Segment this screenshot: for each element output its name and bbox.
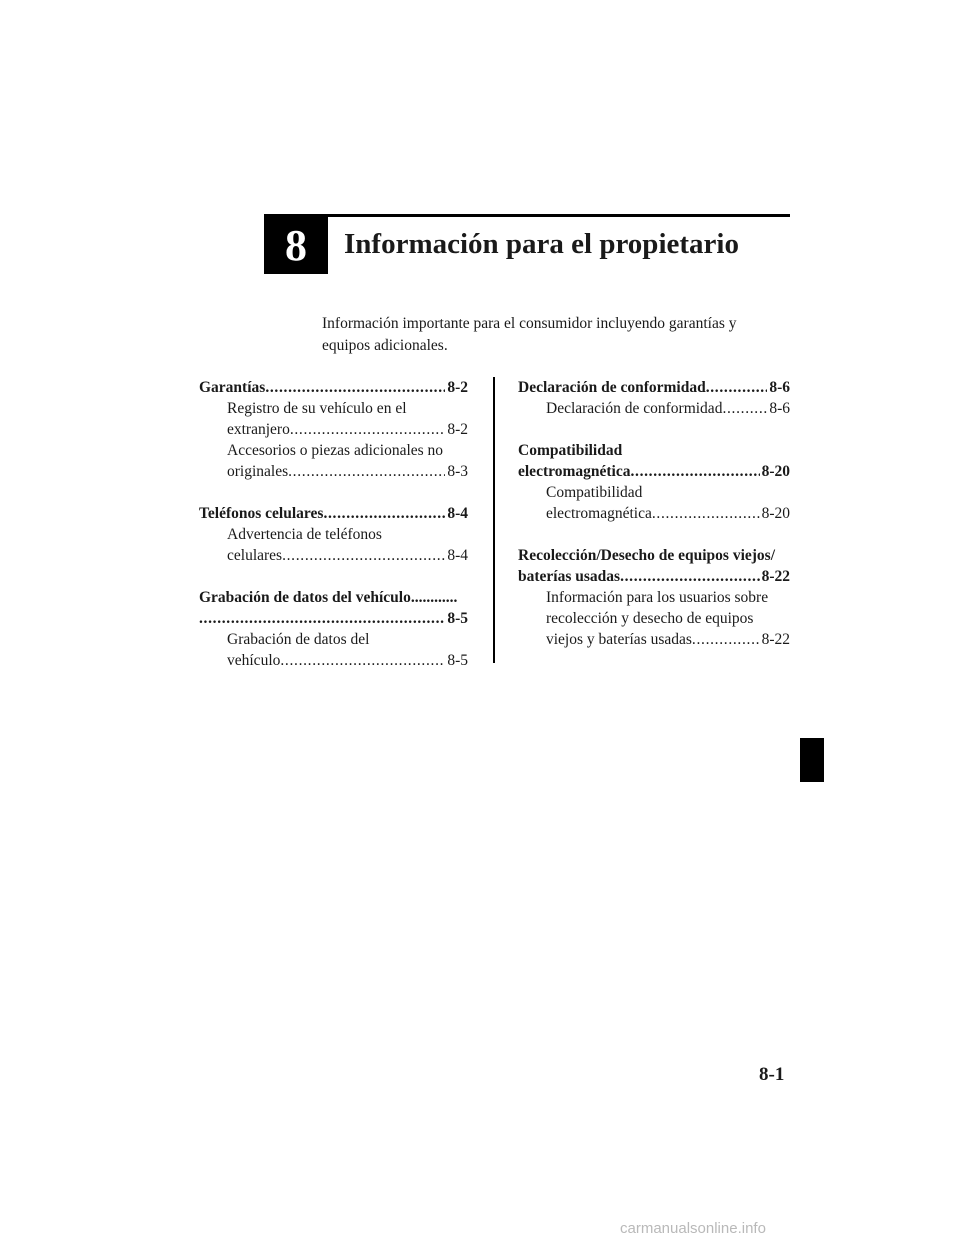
toc-subentry-last-line (546, 503, 790, 524)
toc-heading[interactable] (518, 461, 790, 482)
toc-heading-title: Teléfonos celulares (199, 505, 324, 522)
toc-section-recoleccion[interactable] (518, 545, 790, 650)
toc-section-compatibilidad[interactable] (518, 440, 790, 524)
toc-subentry[interactable] (199, 629, 468, 671)
toc-page-ref: 8-20 (761, 463, 790, 480)
toc-subentry-line: Grabación de datos del (227, 631, 370, 648)
toc-page-ref: 8-22 (761, 568, 790, 585)
toc-heading-title: Garantías (199, 379, 266, 396)
toc-page-ref: 8-4 (447, 505, 468, 522)
leader-dots (630, 461, 759, 482)
toc-section-telefonos[interactable] (199, 503, 468, 566)
toc-subentry-last-line (227, 461, 468, 482)
leader-dots (652, 503, 760, 524)
column-divider (493, 377, 495, 663)
toc-subentry-last-line (227, 419, 468, 440)
toc-page-ref: 8-2 (447, 379, 468, 396)
toc-subentry[interactable] (518, 398, 790, 419)
toc-page-ref: 8-6 (769, 379, 790, 396)
toc-section-garantias[interactable] (199, 377, 468, 482)
toc-page-ref: 8-5 (447, 652, 468, 669)
toc-subentry-line: Compatibilidad (546, 484, 643, 501)
toc-subentry[interactable] (518, 482, 790, 524)
toc-page-ref: 8-2 (447, 421, 468, 438)
leader-dots (282, 545, 445, 566)
toc-heading[interactable] (199, 503, 468, 524)
toc-heading-title: baterías usadas (518, 568, 621, 585)
toc-subentry-title: celulares (227, 547, 283, 564)
toc-subentry[interactable] (199, 398, 468, 440)
toc-heading[interactable] (199, 608, 468, 629)
leader-dots (288, 461, 445, 482)
toc-subentry[interactable] (199, 524, 468, 566)
toc-heading-line[interactable]: Recolección/Desecho de equipos viejos/ (518, 547, 776, 564)
toc-page-ref: 8-6 (769, 400, 790, 417)
toc-subentry-title: originales (227, 463, 289, 480)
toc-subentry-last-line (546, 398, 790, 419)
toc-left-column (199, 377, 468, 692)
toc-section-declaracion[interactable] (518, 377, 790, 419)
toc-heading[interactable] (518, 566, 790, 587)
toc-heading-line[interactable]: Grabación de datos del vehículo............ (199, 589, 458, 606)
toc-page-ref: 8-4 (447, 547, 468, 564)
toc-subentry-title: viejos y baterías usadas (546, 631, 692, 648)
leader-dots (290, 419, 446, 440)
toc-right-column (518, 377, 790, 671)
toc-heading[interactable] (518, 377, 790, 398)
leader-dots (706, 377, 768, 398)
toc-heading[interactable] (199, 377, 468, 398)
toc-subentry-line: Accesorios o piezas adicionales no (227, 442, 444, 459)
toc-page-ref: 8-3 (447, 463, 468, 480)
toc-subentry-line: Registro de su vehículo en el (227, 400, 407, 417)
toc-subentry-title: vehículo (227, 652, 281, 669)
chapter-title: Información para el propietario (344, 228, 739, 260)
toc-page-ref: 8-5 (447, 610, 468, 627)
leader-dots (692, 629, 760, 650)
chapter-intro: Información importante para el consumidor incluyendo garantías y equipos adicionales. (322, 315, 737, 354)
toc-subentry-title: Declaración de conformidad (546, 400, 723, 417)
toc-page-ref: 8-22 (761, 631, 790, 648)
leader-dots (280, 650, 445, 671)
leader-dots (722, 398, 767, 419)
leader-dots (199, 608, 445, 629)
chapter-header (264, 214, 790, 274)
footer-watermark: carmanualsonline.info (620, 1220, 766, 1237)
toc-subentry-line: Información para los usuarios sobre (546, 589, 769, 606)
toc-page-ref: 8-20 (761, 505, 790, 522)
leader-dots (323, 503, 445, 524)
toc-subentry-title: extranjero (227, 421, 290, 438)
toc-subentry-line: Advertencia de teléfonos (227, 526, 382, 543)
toc-subentry-last-line (227, 545, 468, 566)
chapter-number: 8 (264, 217, 328, 274)
chapter-rule (264, 214, 790, 217)
toc-subentry-title: electromagnética (546, 505, 652, 522)
leader-dots (265, 377, 445, 398)
toc-heading-title: Declaración de conformidad (518, 379, 706, 396)
toc-subentry-last-line (546, 629, 790, 650)
toc-heading-title: electromagnética (518, 463, 631, 480)
page-number: 8-1 (759, 1064, 785, 1085)
leader-dots (620, 566, 760, 587)
toc-heading-line[interactable]: Compatibilidad (518, 442, 623, 459)
chapter-tab-marker (800, 738, 824, 782)
toc-subentry[interactable] (518, 587, 790, 650)
toc-section-grabacion[interactable] (199, 587, 468, 671)
toc-subentry[interactable] (199, 440, 468, 482)
toc-subentry-line: recolección y desecho de equipos (546, 610, 754, 627)
toc-subentry-last-line (227, 650, 468, 671)
